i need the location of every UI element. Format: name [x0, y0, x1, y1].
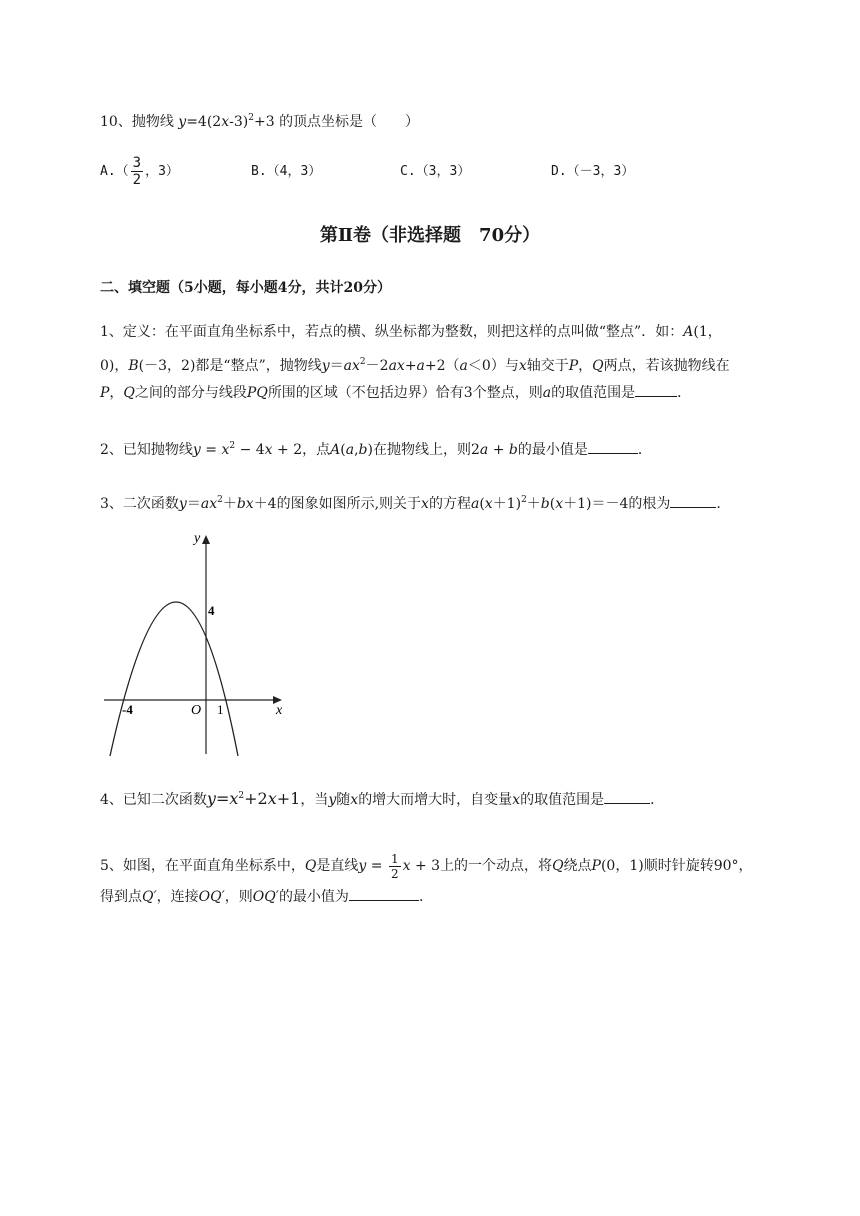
fill-question-4: 4、已知二次函数$y=x^2+2x+1$，当y随x的增大而增大时，自变量x的取值范围是 ． — [100, 789, 665, 808]
fill-question-1-line-1: 1、定义：在平面直角坐标系中，若点的横、纵坐标都为整数，则把这样的点叫做“整点”．如：A(1， — [100, 324, 722, 340]
root-1-label: 1 — [217, 702, 224, 717]
fill-question-2: 2、已知抛物线$y = x^2 - 4x + 2$，点A(a,b)在抛物线上，则2a + b的最小值是 ． — [100, 441, 652, 458]
question-number: 10、 — [100, 114, 132, 130]
option-c[interactable]: C.（3，3） — [400, 164, 471, 179]
fill-question-3: 3、二次函数$y=ax^2+bx+4$的图象如图所示,则关于x的方程$a(x+1)^2+b(x+1)=-4$的根为 . — [100, 495, 721, 512]
root-neg4-label: -4 — [122, 702, 133, 717]
fill-question-5-line-2: 得到点Q′，连接OQ′，则OQ′的最小值为 ． — [100, 886, 433, 907]
option-a[interactable]: A.（ $\frac{3}{2}$ ，3） — [100, 155, 179, 188]
option-b[interactable]: B.（4，3） — [251, 164, 322, 179]
option-d[interactable]: D.（－3，3） — [551, 164, 635, 179]
fill-question-1-line-3: P，Q之间的部分与线段PQ所围的区域（不包括边界）恰有3个整点，则a的取值范围是 ． — [100, 382, 691, 403]
answer-blank[interactable] — [349, 886, 419, 901]
part-heading: 二、填空题（5小题，每小题4分，共计20分） — [100, 280, 391, 296]
y-axis-arrow — [202, 535, 210, 544]
x-axis-label: x — [276, 703, 283, 718]
y-axis-label: y — [194, 531, 201, 546]
fraction: $\frac{3}{2}$ — [132, 155, 142, 188]
y-intercept-label: 4 — [208, 603, 215, 618]
answer-blank[interactable] — [604, 789, 650, 804]
fill-question-1-line-2: 0)，B(－3，2)都是“整点”，抛物线$y=ax^2-2ax+a+2(a<0)$与x轴交于P，Q两点，若该抛物线在 — [100, 357, 730, 374]
section-title: 第Ⅱ卷（非选择题 70分） — [319, 225, 541, 246]
fill-question-5-line-1: 5、如图，在平面直角坐标系中，Q是直线y = $\frac{1}{2}$ x + 3上的一个动点，将Q绕点P(0，1)顺时针旋转90°， — [100, 851, 753, 881]
origin-label: O — [191, 703, 202, 718]
answer-blank[interactable] — [670, 493, 716, 508]
fraction: $\frac{1}{2}$ — [390, 851, 399, 881]
question-10: 10、抛物线 $y=4(2x-3)^2+3$ 的顶点坐标是（ ） — [100, 113, 420, 130]
parabola-curve — [110, 602, 238, 756]
parabola-graph — [98, 528, 298, 758]
answer-blank[interactable] — [588, 439, 638, 454]
answer-blank[interactable] — [635, 382, 677, 397]
